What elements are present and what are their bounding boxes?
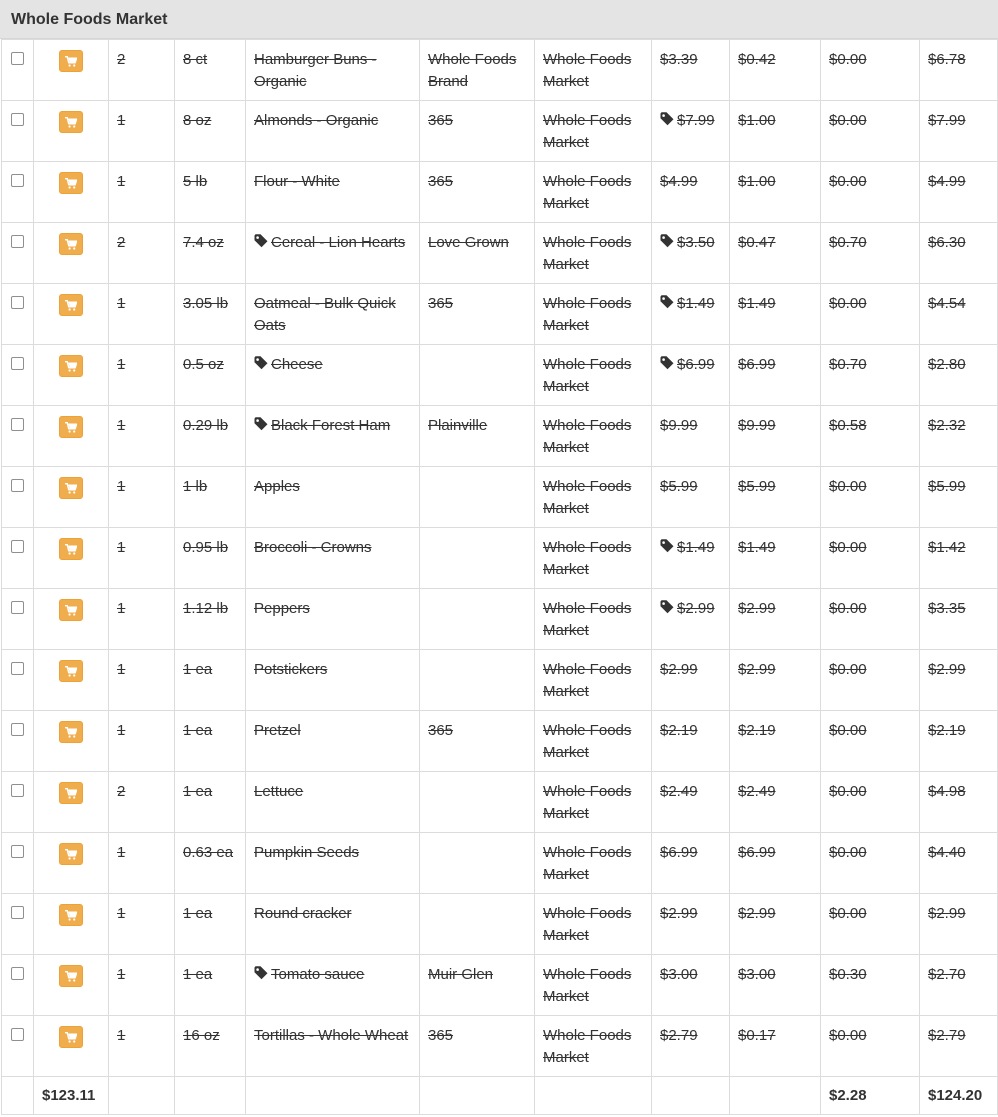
- item-discount: $0.00: [829, 539, 867, 556]
- item-discount: $0.00: [829, 295, 867, 312]
- item-store: Whole Foods Market: [543, 51, 632, 90]
- item-checkbox[interactable]: [11, 723, 24, 736]
- item-store: Whole Foods Market: [543, 356, 632, 395]
- tag-icon: [254, 965, 269, 987]
- item-size: 1 ea: [183, 722, 213, 739]
- shopping-cart-icon: [60, 422, 82, 433]
- list-item: [2, 711, 998, 772]
- item-unit-price: $1.00: [738, 112, 776, 129]
- list-item: [2, 650, 998, 711]
- item-checkbox[interactable]: [11, 1028, 24, 1041]
- item-size: 0.95 lb: [183, 539, 229, 556]
- item-quantity: 1: [117, 661, 126, 678]
- item-brand: Whole Foods Brand: [428, 51, 517, 90]
- tag-icon: [660, 538, 675, 560]
- shopping-cart-icon: [60, 239, 82, 250]
- item-brand: 365: [428, 722, 454, 739]
- item-store: Whole Foods Market: [543, 905, 632, 944]
- item-store: Whole Foods Market: [543, 783, 632, 822]
- tag-icon: [254, 355, 269, 377]
- item-price: $2.99: [677, 600, 715, 617]
- shopping-cart-icon: [60, 910, 82, 921]
- item-name: Pretzel: [254, 722, 301, 739]
- item-name: Black Forest Ham: [271, 417, 391, 434]
- item-size: 0.63 ea: [183, 844, 234, 861]
- item-total: $7.99: [928, 112, 966, 129]
- list-item: [2, 833, 998, 894]
- shopping-cart-icon: [60, 971, 82, 982]
- add-to-cart-button[interactable]: [59, 355, 83, 377]
- item-brand: 365: [428, 173, 454, 190]
- item-checkbox[interactable]: [11, 845, 24, 858]
- item-size: 1 lb: [183, 478, 208, 495]
- item-size: 0.5 oz: [183, 356, 224, 373]
- item-store: Whole Foods Market: [543, 478, 632, 517]
- shopping-cart-icon: [60, 178, 82, 189]
- item-discount: $0.00: [829, 478, 867, 495]
- item-store: Whole Foods Market: [543, 600, 632, 639]
- item-size: 16 oz: [183, 1027, 220, 1044]
- item-checkbox[interactable]: [11, 113, 24, 126]
- item-store: Whole Foods Market: [543, 966, 632, 1005]
- item-size: 1 ea: [183, 966, 213, 983]
- list-item: [2, 528, 998, 589]
- item-unit-price: $5.99: [738, 478, 776, 495]
- shopping-cart-icon: [60, 788, 82, 799]
- list-item: [2, 40, 998, 101]
- item-checkbox[interactable]: [11, 418, 24, 431]
- item-store: Whole Foods Market: [543, 661, 632, 700]
- item-quantity: 1: [117, 417, 126, 434]
- item-size: 3.05 lb: [183, 295, 229, 312]
- item-store: Whole Foods Market: [543, 234, 632, 273]
- item-quantity: 1: [117, 112, 126, 129]
- item-quantity: 2: [117, 783, 126, 800]
- list-item: [2, 162, 998, 223]
- item-size: 1.12 lb: [183, 600, 229, 617]
- item-checkbox[interactable]: [11, 52, 24, 65]
- add-to-cart-button[interactable]: [59, 172, 83, 194]
- item-checkbox[interactable]: [11, 479, 24, 492]
- add-to-cart-button[interactable]: [59, 721, 83, 743]
- add-to-cart-button[interactable]: [59, 1026, 83, 1048]
- add-to-cart-button[interactable]: [59, 782, 83, 804]
- item-name: Cereal - Lion Hearts: [271, 234, 406, 251]
- item-checkbox[interactable]: [11, 235, 24, 248]
- item-checkbox[interactable]: [11, 662, 24, 675]
- item-name: Flour - White: [254, 173, 340, 190]
- item-price: $2.99: [660, 905, 698, 922]
- item-name: Lettuce: [254, 783, 304, 800]
- item-discount: $0.00: [829, 173, 867, 190]
- tag-icon: [254, 416, 269, 438]
- item-store: Whole Foods Market: [543, 539, 632, 578]
- item-unit-price: $9.99: [738, 417, 776, 434]
- item-size: 1 ea: [183, 783, 213, 800]
- item-discount: $0.00: [829, 661, 867, 678]
- item-name: Pumpkin Seeds: [254, 844, 360, 861]
- item-checkbox[interactable]: [11, 296, 24, 309]
- add-to-cart-button[interactable]: [59, 50, 83, 72]
- item-name: Tortillas - Whole Wheat: [254, 1027, 409, 1044]
- subtotal-value: $123.11: [34, 1077, 109, 1115]
- shopping-cart-icon: [60, 605, 82, 616]
- shopping-cart-icon: [60, 300, 82, 311]
- totals-row: [2, 1077, 998, 1115]
- item-store: Whole Foods Market: [543, 1027, 632, 1066]
- item-discount: $0.00: [829, 844, 867, 861]
- item-total: $5.99: [928, 478, 966, 495]
- add-to-cart-button[interactable]: [59, 904, 83, 926]
- item-unit-price: $1.49: [738, 539, 776, 556]
- add-to-cart-button[interactable]: [59, 233, 83, 255]
- list-item: [2, 101, 998, 162]
- tag-icon: [660, 294, 675, 316]
- list-item: [2, 406, 998, 467]
- tag-icon: [660, 355, 675, 377]
- shopping-cart-icon: [60, 361, 82, 372]
- add-to-cart-button[interactable]: [59, 660, 83, 682]
- item-size: 5 lb: [183, 173, 208, 190]
- item-checkbox[interactable]: [11, 540, 24, 553]
- item-discount: $0.00: [829, 600, 867, 617]
- item-discount: $0.58: [829, 417, 867, 434]
- item-unit-price: $0.17: [738, 1027, 776, 1044]
- tag-icon: [660, 599, 675, 621]
- item-price: $2.79: [660, 1027, 698, 1044]
- item-store: Whole Foods Market: [543, 722, 632, 761]
- add-to-cart-button[interactable]: [59, 843, 83, 865]
- item-checkbox[interactable]: [11, 174, 24, 187]
- item-total: $2.80: [928, 356, 966, 373]
- item-quantity: 1: [117, 844, 126, 861]
- list-item: [2, 894, 998, 955]
- item-quantity: 2: [117, 234, 126, 251]
- item-checkbox[interactable]: [11, 967, 24, 980]
- item-quantity: 1: [117, 478, 126, 495]
- item-total: $6.30: [928, 234, 966, 251]
- item-discount: $0.30: [829, 966, 867, 983]
- item-total: $2.70: [928, 966, 966, 983]
- item-total: $4.54: [928, 295, 966, 312]
- item-name: Almonds - Organic: [254, 112, 379, 129]
- item-price: $3.39: [660, 51, 698, 68]
- item-discount: $0.00: [829, 905, 867, 922]
- item-price: $6.99: [660, 844, 698, 861]
- item-checkbox[interactable]: [11, 906, 24, 919]
- item-brand: 365: [428, 1027, 454, 1044]
- shopping-cart-icon: [60, 483, 82, 494]
- item-unit-price: $2.99: [738, 600, 776, 617]
- item-discount: $0.00: [829, 51, 867, 68]
- item-checkbox[interactable]: [11, 784, 24, 797]
- list-item: [2, 223, 998, 284]
- grand-total-value: $124.20: [920, 1077, 998, 1115]
- item-unit-price: $0.47: [738, 234, 776, 251]
- item-price: $9.99: [660, 417, 698, 434]
- item-store: Whole Foods Market: [543, 295, 632, 334]
- item-quantity: 1: [117, 356, 126, 373]
- item-total: $3.35: [928, 600, 966, 617]
- item-brand: Plainville: [428, 417, 488, 434]
- item-unit-price: $6.99: [738, 356, 776, 373]
- item-total: $2.79: [928, 1027, 966, 1044]
- item-size: 8 oz: [183, 112, 212, 129]
- list-item: [2, 1016, 998, 1077]
- item-unit-price: $2.19: [738, 722, 776, 739]
- item-discount: $0.00: [829, 1027, 867, 1044]
- item-unit-price: $1.00: [738, 173, 776, 190]
- item-price: $6.99: [677, 356, 715, 373]
- store-panel-heading: Whole Foods Market: [0, 0, 998, 39]
- item-price: $5.99: [660, 478, 698, 495]
- list-item: [2, 345, 998, 406]
- item-size: 1 ea: [183, 661, 213, 678]
- item-price: $3.00: [660, 966, 698, 983]
- shopping-cart-icon: [60, 666, 82, 677]
- item-price: $1.49: [677, 295, 715, 312]
- shopping-cart-icon: [60, 117, 82, 128]
- item-quantity: 2: [117, 51, 126, 68]
- item-quantity: 1: [117, 295, 126, 312]
- shopping-cart-icon: [60, 849, 82, 860]
- shopping-cart-icon: [60, 544, 82, 555]
- item-total: $4.40: [928, 844, 966, 861]
- item-name: Apples: [254, 478, 300, 495]
- item-total: $2.99: [928, 905, 966, 922]
- item-name: Potstickers: [254, 661, 328, 678]
- item-size: 0.29 lb: [183, 417, 229, 434]
- item-discount: $0.00: [829, 722, 867, 739]
- item-size: 1 ea: [183, 905, 213, 922]
- add-to-cart-button[interactable]: [59, 477, 83, 499]
- item-price: $4.99: [660, 173, 698, 190]
- item-total: $2.99: [928, 661, 966, 678]
- item-name: Broccoli - Crowns: [254, 539, 372, 556]
- item-unit-price: $2.99: [738, 905, 776, 922]
- list-item: [2, 955, 998, 1016]
- item-total: $4.99: [928, 173, 966, 190]
- list-item: [2, 467, 998, 528]
- item-discount: $0.70: [829, 234, 867, 251]
- item-brand: 365: [428, 295, 454, 312]
- item-price: $2.99: [660, 661, 698, 678]
- tag-icon: [254, 233, 269, 255]
- item-unit-price: $3.00: [738, 966, 776, 983]
- item-unit-price: $1.49: [738, 295, 776, 312]
- item-checkbox[interactable]: [11, 357, 24, 370]
- shopping-cart-icon: [60, 1032, 82, 1043]
- item-unit-price: $2.49: [738, 783, 776, 800]
- item-price: $1.49: [677, 539, 715, 556]
- item-quantity: 1: [117, 600, 126, 617]
- item-unit-price: $2.99: [738, 661, 776, 678]
- item-quantity: 1: [117, 1027, 126, 1044]
- tag-icon: [660, 111, 675, 133]
- item-name: Tomato sauce: [271, 966, 365, 983]
- item-quantity: 1: [117, 722, 126, 739]
- item-quantity: 1: [117, 966, 126, 983]
- item-unit-price: $6.99: [738, 844, 776, 861]
- item-price: $7.99: [677, 112, 715, 129]
- item-brand: 365: [428, 112, 454, 129]
- item-total: $4.98: [928, 783, 966, 800]
- item-name: Oatmeal - Bulk Quick Oats: [254, 295, 396, 334]
- add-to-cart-button[interactable]: [59, 294, 83, 316]
- item-price: $2.49: [660, 783, 698, 800]
- item-checkbox[interactable]: [11, 601, 24, 614]
- item-store: Whole Foods Market: [543, 173, 632, 212]
- item-total: $6.78: [928, 51, 966, 68]
- item-brand: Muir Glen: [428, 966, 494, 983]
- item-price: $2.19: [660, 722, 698, 739]
- item-unit-price: $0.42: [738, 51, 776, 68]
- item-size: 8 ct: [183, 51, 208, 68]
- item-quantity: 1: [117, 905, 126, 922]
- list-item: [2, 772, 998, 833]
- item-name: Cheese: [271, 356, 323, 373]
- item-total: $2.19: [928, 722, 966, 739]
- item-total: $2.32: [928, 417, 966, 434]
- item-store: Whole Foods Market: [543, 417, 632, 456]
- item-discount: $0.00: [829, 783, 867, 800]
- list-item: [2, 284, 998, 345]
- add-to-cart-button[interactable]: [59, 111, 83, 133]
- item-discount: $0.00: [829, 112, 867, 129]
- list-item: [2, 589, 998, 650]
- item-total: $1.42: [928, 539, 966, 556]
- shopping-cart-icon: [60, 727, 82, 738]
- item-name: Round cracker: [254, 905, 352, 922]
- tag-icon: [660, 233, 675, 255]
- item-name: Peppers: [254, 600, 310, 617]
- item-size: 7.4 oz: [183, 234, 224, 251]
- item-discount: $0.70: [829, 356, 867, 373]
- item-quantity: 1: [117, 539, 126, 556]
- shopping-list-table: [1, 39, 998, 1115]
- add-to-cart-button[interactable]: [59, 599, 83, 621]
- item-quantity: 1: [117, 173, 126, 190]
- add-to-cart-button[interactable]: [59, 538, 83, 560]
- item-store: Whole Foods Market: [543, 844, 632, 883]
- item-price: $3.50: [677, 234, 715, 251]
- item-brand: Love Grown: [428, 234, 509, 251]
- discount-total-value: $2.28: [821, 1077, 920, 1115]
- add-to-cart-button[interactable]: [59, 965, 83, 987]
- item-store: Whole Foods Market: [543, 112, 632, 151]
- item-name: Hamburger Buns - Organic: [254, 51, 377, 90]
- shopping-cart-icon: [60, 56, 82, 67]
- add-to-cart-button[interactable]: [59, 416, 83, 438]
